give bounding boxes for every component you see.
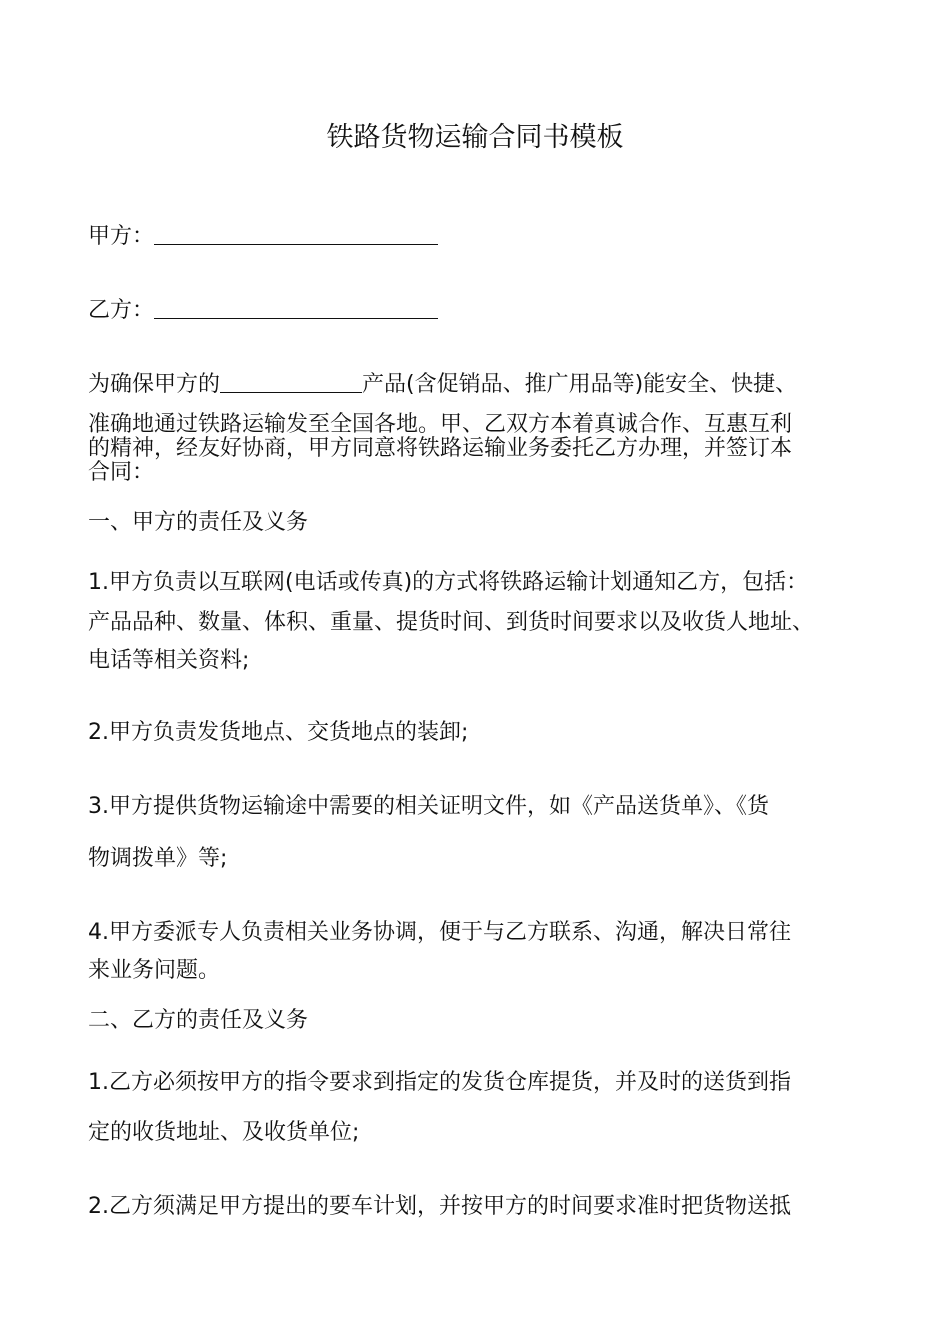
- section1-heading: 一、甲方的责任及义务: [88, 510, 309, 535]
- party-b-line: [88, 296, 438, 326]
- intro-line-4: 合同：: [88, 460, 155, 485]
- party-a-label: 甲方：: [88, 224, 155, 249]
- section1-item1-line3: 电话等相关资料;: [88, 648, 250, 673]
- party-b-blank: [154, 296, 438, 319]
- intro-line-1: [88, 370, 797, 400]
- party-b-label: 乙方：: [88, 298, 155, 323]
- party-a-line: [88, 222, 438, 252]
- section1-item4-line1: 4.甲方委派专人负责相关业务协调，便于与乙方联系、沟通，解决日常往: [88, 920, 791, 945]
- intro-line-2: 准确地通过铁路运输发至全国各地。甲、乙双方本着真诚合作、互惠互利: [88, 412, 793, 437]
- section2-item1-line2: 定的收货地址、及收货单位;: [88, 1120, 360, 1145]
- document-title: 铁路货物运输合同书模板: [326, 122, 624, 153]
- section2-item2-line1: 2.乙方须满足甲方提出的要车计划，并按甲方的时间要求准时把货物送抵: [88, 1194, 791, 1219]
- intro-line-3: 的精神，经友好协商，甲方同意将铁路运输业务委托乙方办理，并签订本: [88, 436, 793, 461]
- intro-prefix: 为确保甲方的: [88, 372, 221, 397]
- intro-line1-suffix: 产品(含促销品、推广用品等)能安全、快捷、: [362, 372, 798, 397]
- section1-item2: 2.甲方负责发货地点、交货地点的装卸;: [88, 720, 469, 745]
- section1-item3-line2: 物调拨单》等;: [88, 846, 228, 871]
- section1-item1-line2: 产品品种、数量、体积、重量、提货时间、到货时间要求以及收货人地址、: [88, 610, 815, 635]
- section1-item3-line1: 3.甲方提供货物运输途中需要的相关证明文件，如《产品送货单》、《货: [88, 794, 769, 819]
- section1-item4-line2: 来业务问题。: [88, 958, 221, 983]
- section2-heading: 二、乙方的责任及义务: [88, 1008, 309, 1033]
- section1-item1-line1: 1.甲方负责以互联网(电话或传真)的方式将铁路运输计划通知乙方，包括：: [88, 570, 809, 595]
- party-a-blank: [154, 222, 438, 245]
- section2-item1-line1: 1.乙方必须按甲方的指令要求到指定的发货仓库提货，并及时的送货到指: [88, 1070, 791, 1095]
- product-blank: [220, 370, 362, 393]
